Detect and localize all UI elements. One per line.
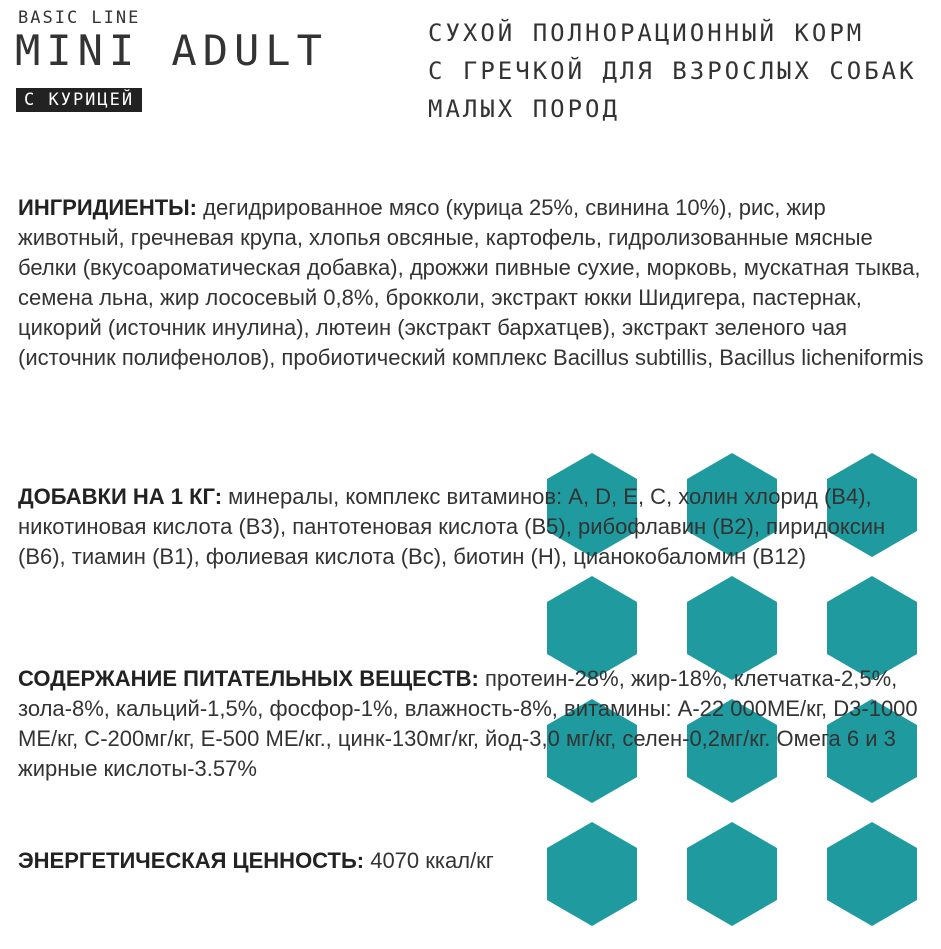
additives-section [18, 482, 928, 572]
headline [428, 14, 938, 128]
additives-text: минералы, комплекс витаминов: A, D, E, C, холин хлорид (В4), никотиновая кислота (В3), пантотеновая кислота (В5), рибофлавин (В2), пиридоксин (В6), тиамин (В1), фолиевая кислота (Вс), биотин (Н), цианокобаломин (В12) [18, 484, 886, 569]
energy-text: 4070 ккал/кг [364, 848, 494, 873]
flavor-badge: С КУРИЦЕЙ [16, 88, 142, 112]
ingredients-text: дегидрированное мясо (курица 25%, свинина 10%), рис, жир животный, гречневая крупа, хлопья овсяные, картофель, гидролизованные мясные белки (вкусоароматическая добавка), дрожжи пивные сухие, морковь, мускатная тыква, семена льна, жир лососевый 0,8%, брокколи, экстракт юкки Шидигера, пастернак, цикорий (источник инулина), лютеин (экстракт бархатцев), экстракт зеленого чая (источник полифенолов), пробиотический комплекс Bacillus subtillis, Bacillus licheniformis [18, 195, 924, 370]
additives-label: ДОБАВКИ НА 1 КГ: [18, 484, 223, 509]
nutrients-text: протеин-28%, жир-18%, клетчатка-2,5%, зола-8%, кальций-1,5%, фосфор-1%, влажность-8%, витамины: А-22 000МЕ/кг, D3-1000 МЕ/кг, С-200мг/кг, Е-500 МЕ/кг., цинк-130мг/кг, йод-3,0 мг/кг, селен-0,2мг/кг. Омега 6 и 3 жирные кислоты-3.57% [18, 666, 918, 781]
nutrients-label: СОДЕРЖАНИЕ ПИТАТЕЛЬНЫХ ВЕЩЕСТВ: [18, 666, 479, 691]
headline-line: С ГРЕЧКОЙ ДЛЯ ВЗРОСЛЫХ СОБАК [428, 57, 917, 85]
energy-label: ЭНЕРГЕТИЧЕСКАЯ ЦЕННОСТЬ: [18, 848, 365, 873]
ingredients-label: ИНГРИДИЕНТЫ: [18, 195, 198, 220]
product-title: MINI ADULT [15, 26, 328, 75]
energy-section [18, 846, 928, 876]
brand-line: BASIC LINE [18, 8, 141, 28]
headline-line: МАЛЫХ ПОРОД [428, 95, 620, 123]
ingredients-section [18, 193, 928, 373]
headline-line: СУХОЙ ПОЛНОРАЦИОННЫЙ КОРМ [428, 19, 865, 47]
nutrients-section [18, 664, 928, 784]
